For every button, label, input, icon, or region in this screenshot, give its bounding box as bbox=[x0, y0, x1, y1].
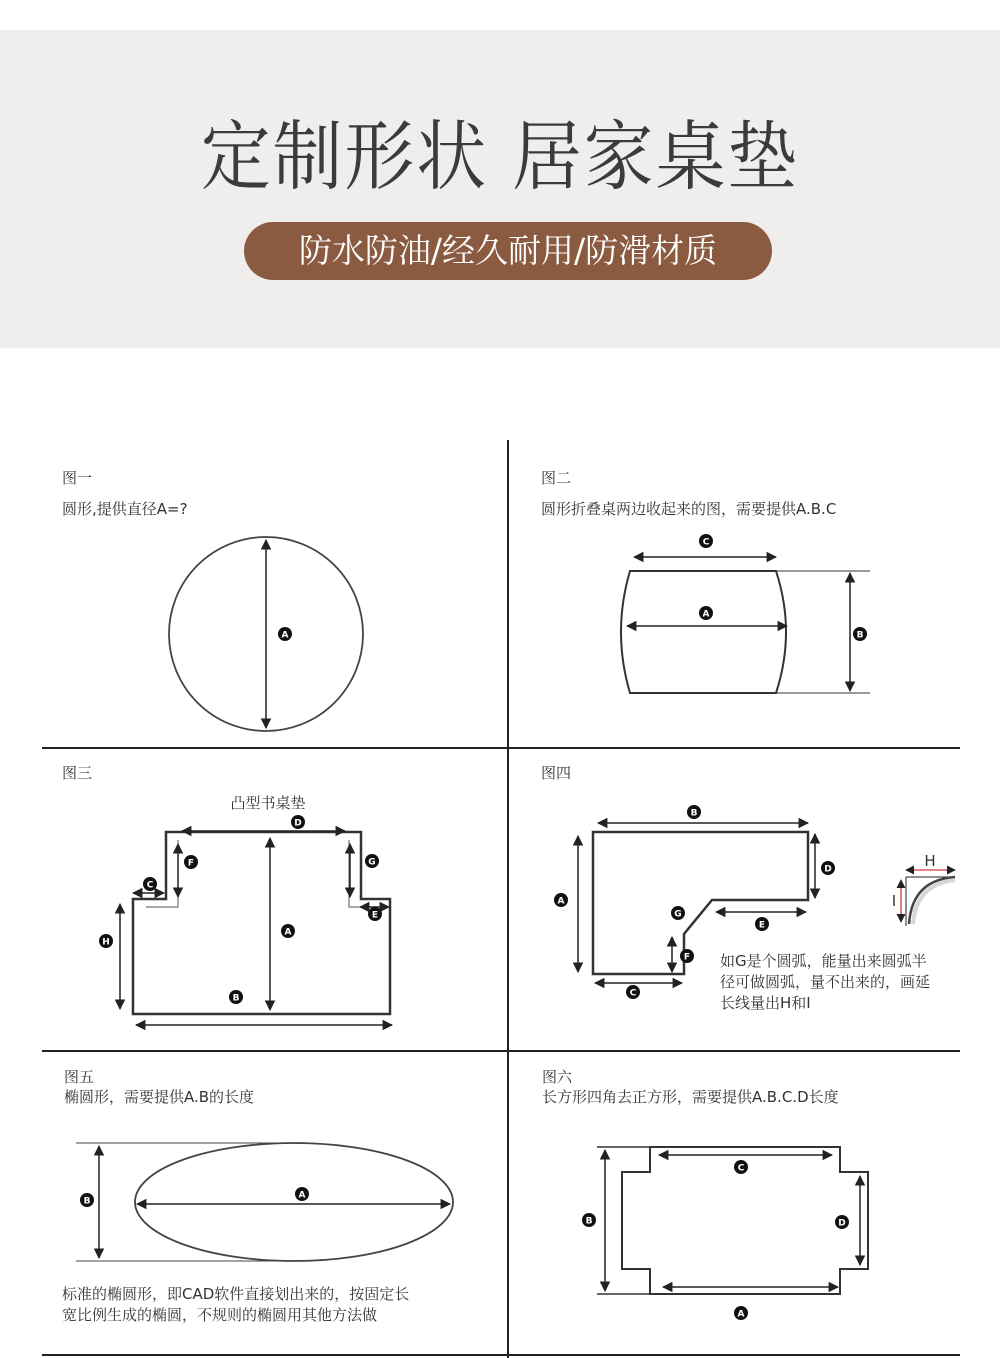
svg-text:A: A bbox=[281, 630, 289, 641]
marker-b bbox=[853, 627, 867, 641]
marker-d bbox=[821, 861, 835, 875]
svg-text:A: A bbox=[737, 1309, 745, 1320]
ellipse-shape bbox=[135, 1143, 453, 1261]
marker-d bbox=[291, 815, 305, 829]
svg-text:B: B bbox=[856, 630, 864, 641]
marker-a bbox=[278, 627, 292, 641]
marker-b bbox=[80, 1193, 94, 1207]
svg-text:A: A bbox=[284, 927, 292, 938]
svg-text:B: B bbox=[83, 1196, 91, 1207]
svg-text:C: C bbox=[702, 537, 710, 548]
feature-pill: 防水防油/经久耐用/防滑材质 bbox=[244, 222, 772, 280]
svg-text:D: D bbox=[294, 818, 302, 829]
figure-5-note-1: 标准的椭圆形，即CAD软件直接划出来的，按固定长 bbox=[62, 1285, 410, 1303]
figure-4-note-2: 径可做圆弧，量不出来的，画延 bbox=[720, 973, 931, 991]
marker-c bbox=[143, 877, 157, 891]
svg-text:H: H bbox=[102, 937, 110, 948]
svg-text:A: A bbox=[557, 896, 565, 907]
marker-c bbox=[699, 534, 713, 548]
marker-b bbox=[687, 805, 701, 819]
svg-text:D: D bbox=[838, 1218, 846, 1229]
figure-4-note-1: 如G是个圆弧，能量出来圆弧半 bbox=[720, 952, 927, 970]
svg-text:C: C bbox=[629, 988, 637, 999]
svg-text:D: D bbox=[824, 864, 832, 875]
svg-text:B: B bbox=[690, 808, 698, 819]
svg-text:B: B bbox=[585, 1216, 593, 1227]
marker-a bbox=[554, 893, 568, 907]
marker-e bbox=[368, 907, 382, 921]
page-title: 定制形状 居家桌垫 bbox=[200, 112, 800, 201]
marker-g bbox=[365, 854, 379, 868]
figure-4-label: 图四 bbox=[541, 764, 572, 782]
svg-text:A: A bbox=[702, 609, 710, 620]
marker-e bbox=[755, 917, 769, 931]
figure-3 bbox=[62, 764, 392, 1025]
svg-text:F: F bbox=[187, 858, 195, 869]
figure-5 bbox=[62, 1068, 453, 1324]
svg-text:E: E bbox=[758, 920, 766, 931]
figure-6 bbox=[542, 1068, 868, 1320]
figure-5-label: 图五 bbox=[64, 1068, 95, 1086]
svg-text:C: C bbox=[146, 880, 154, 891]
figure-6-label: 图六 bbox=[542, 1068, 573, 1086]
marker-a bbox=[281, 924, 295, 938]
svg-text:G: G bbox=[674, 909, 682, 920]
marker-c bbox=[734, 1160, 748, 1174]
svg-text:E: E bbox=[371, 910, 379, 921]
svg-text:C: C bbox=[737, 1163, 745, 1174]
marker-a bbox=[734, 1306, 748, 1320]
figure-3-label: 图三 bbox=[62, 764, 93, 782]
marker-a bbox=[295, 1187, 309, 1201]
marker-h bbox=[99, 934, 113, 948]
figure-1-label: 图一 bbox=[62, 469, 93, 487]
svg-text:F: F bbox=[683, 952, 691, 963]
svg-text:H: H bbox=[924, 852, 936, 870]
svg-text:I: I bbox=[891, 892, 897, 910]
arc-inset bbox=[892, 852, 955, 926]
marker-c bbox=[626, 985, 640, 999]
figure-1-desc: 圆形,提供直径A=? bbox=[62, 500, 188, 518]
figure-4 bbox=[541, 764, 955, 1012]
marker-b bbox=[582, 1213, 596, 1227]
marker-g bbox=[671, 906, 685, 920]
marker-d bbox=[835, 1215, 849, 1229]
figure-3-caption: 凸型书桌垫 bbox=[230, 794, 306, 812]
figure-4-note-3: 长线量出H和I bbox=[720, 994, 811, 1012]
svg-text:A: A bbox=[298, 1190, 306, 1201]
figure-2-desc: 圆形折叠桌两边收起来的图，需要提供A.B.C bbox=[541, 500, 837, 518]
figure-1 bbox=[62, 469, 363, 731]
convex-desk-shape bbox=[133, 832, 390, 1014]
marker-b bbox=[229, 990, 243, 1004]
marker-f bbox=[680, 949, 694, 963]
figure-5-note-2: 宽比例生成的椭圆，不规则的椭圆用其他方法做 bbox=[62, 1306, 378, 1324]
svg-text:B: B bbox=[232, 993, 240, 1004]
svg-text:G: G bbox=[368, 857, 376, 868]
marker-f bbox=[184, 855, 198, 869]
figure-2-label: 图二 bbox=[541, 469, 572, 487]
grid-lines bbox=[42, 440, 960, 1358]
folding-table-shape bbox=[621, 571, 786, 693]
marker-a bbox=[699, 606, 713, 620]
figure-2 bbox=[541, 469, 870, 693]
figure-6-desc: 长方形四角去正方形，需要提供A.B.C.D长度 bbox=[542, 1088, 839, 1106]
figure-5-desc: 椭圆形，需要提供A.B的长度 bbox=[64, 1088, 255, 1106]
